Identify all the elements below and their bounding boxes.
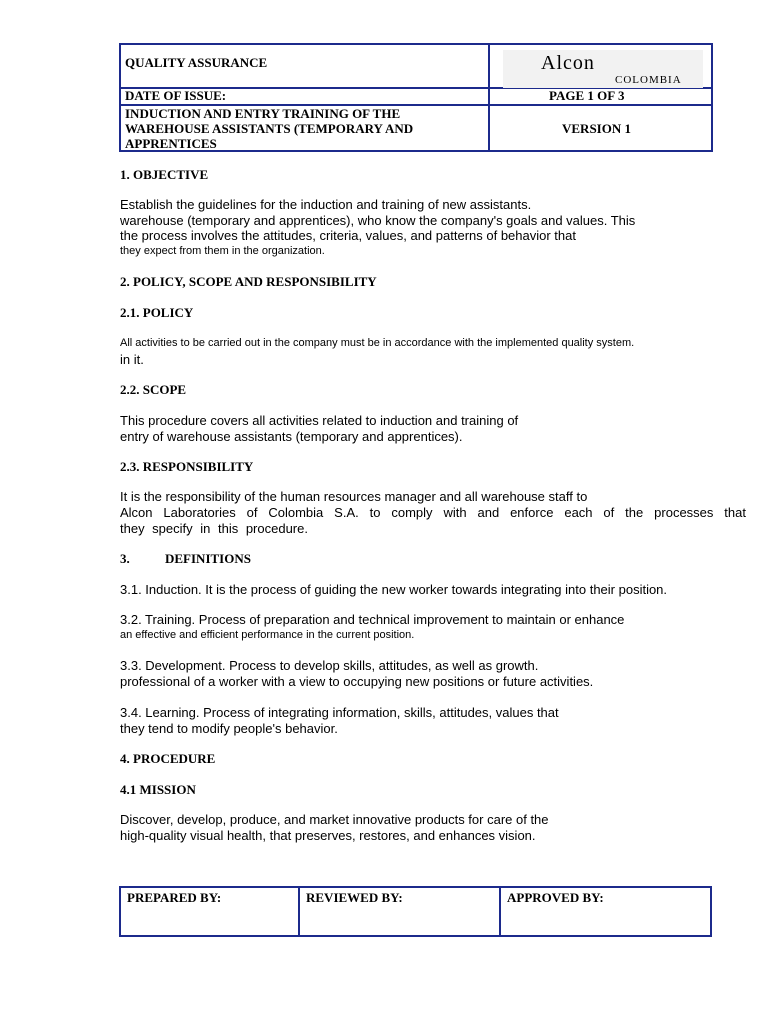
procedure-heading: 4. PROCEDURE xyxy=(120,751,216,766)
policy-text-line2: in it. xyxy=(120,352,144,367)
definitions-heading: DEFINITIONS xyxy=(165,551,251,566)
date-of-issue-label: DATE OF ISSUE: xyxy=(125,88,227,103)
definition-development-line2: professional of a worker with a view to occupying new positions or future activities. xyxy=(120,674,594,689)
document-title-line: INDUCTION AND ENTRY TRAINING OF THE xyxy=(125,106,401,121)
logo-wordmark: Alcon xyxy=(541,52,595,74)
policy-heading: 2.1. POLICY xyxy=(120,305,194,320)
mission-line: high-quality visual health, that preserves, restores, and enhances vision. xyxy=(120,828,536,843)
header-table xyxy=(119,43,713,152)
signature-divider xyxy=(298,888,300,935)
objective-line: the process involves the attitudes, criteria, values, and patterns of behavior that xyxy=(120,228,576,243)
definition-learning: 3.4. Learning. Process of integrating information, skills, attitudes, values that xyxy=(120,705,559,720)
definitions-number: 3. xyxy=(120,551,130,566)
policy-text-small: All activities to be carried out in the company must be in accordance with the implemented quality system. xyxy=(120,337,635,349)
definition-induction: 3.1. Induction. It is the process of guiding the new worker towards integrating into their position. xyxy=(120,582,668,597)
responsibility-line: they specify in this procedure. xyxy=(120,521,308,536)
objective-line: Establish the guidelines for the induction and training of new assistants. xyxy=(120,197,532,212)
scope-heading: 2.2. SCOPE xyxy=(120,382,187,397)
version-label: VERSION 1 xyxy=(562,121,631,136)
mission-line: Discover, develop, produce, and market innovative products for care of the xyxy=(120,812,549,827)
definition-training: 3.2. Training. Process of preparation and technical improvement to maintain or enhance xyxy=(120,612,625,627)
objective-heading: 1. OBJECTIVE xyxy=(120,167,209,182)
reviewed-by-label: REVIEWED BY: xyxy=(306,890,403,905)
alcon-logo xyxy=(503,50,703,88)
definition-development: 3.3. Development. Process to develop skills, attitudes, as well as growth. xyxy=(120,658,539,673)
signature-table xyxy=(119,886,712,937)
document-title-line: WAREHOUSE ASSISTANTS (TEMPORARY AND xyxy=(125,121,414,136)
header-divider-vertical xyxy=(488,45,490,150)
approved-by-label: APPROVED BY: xyxy=(507,890,604,905)
logo-subtitle: COLOMBIA xyxy=(615,74,682,86)
definition-learning-line2: they tend to modify people's behavior. xyxy=(120,721,338,736)
responsibility-line: It is the responsibility of the human resources manager and all warehouse staff to xyxy=(120,489,588,504)
responsibility-line-justified: Alcon Laboratories of Colombia S.A. to comply with and enforce each of the processes that xyxy=(120,505,746,520)
scope-line: entry of warehouse assistants (temporary and apprentices). xyxy=(120,429,463,444)
mission-heading: 4.1 MISSION xyxy=(120,782,196,797)
policy-section-heading: 2. POLICY, SCOPE AND RESPONSIBILITY xyxy=(120,274,377,289)
document-title xyxy=(125,106,413,151)
page-number: PAGE 1 OF 3 xyxy=(549,88,625,103)
responsibility-heading: 2.3. RESPONSIBILITY xyxy=(120,459,254,474)
objective-line: warehouse (temporary and apprentices), who know the company's goals and values. This xyxy=(120,213,636,228)
scope-line: This procedure covers all activities related to induction and training of xyxy=(120,413,519,428)
prepared-by-label: PREPARED BY: xyxy=(127,890,222,905)
header-title: QUALITY ASSURANCE xyxy=(125,55,268,70)
document-title-line: APPRENTICES xyxy=(125,136,217,151)
definition-training-small: an effective and efficient performance in the current position. xyxy=(120,629,415,641)
objective-line-small: they expect from them in the organization. xyxy=(120,245,325,257)
signature-divider xyxy=(499,888,501,935)
